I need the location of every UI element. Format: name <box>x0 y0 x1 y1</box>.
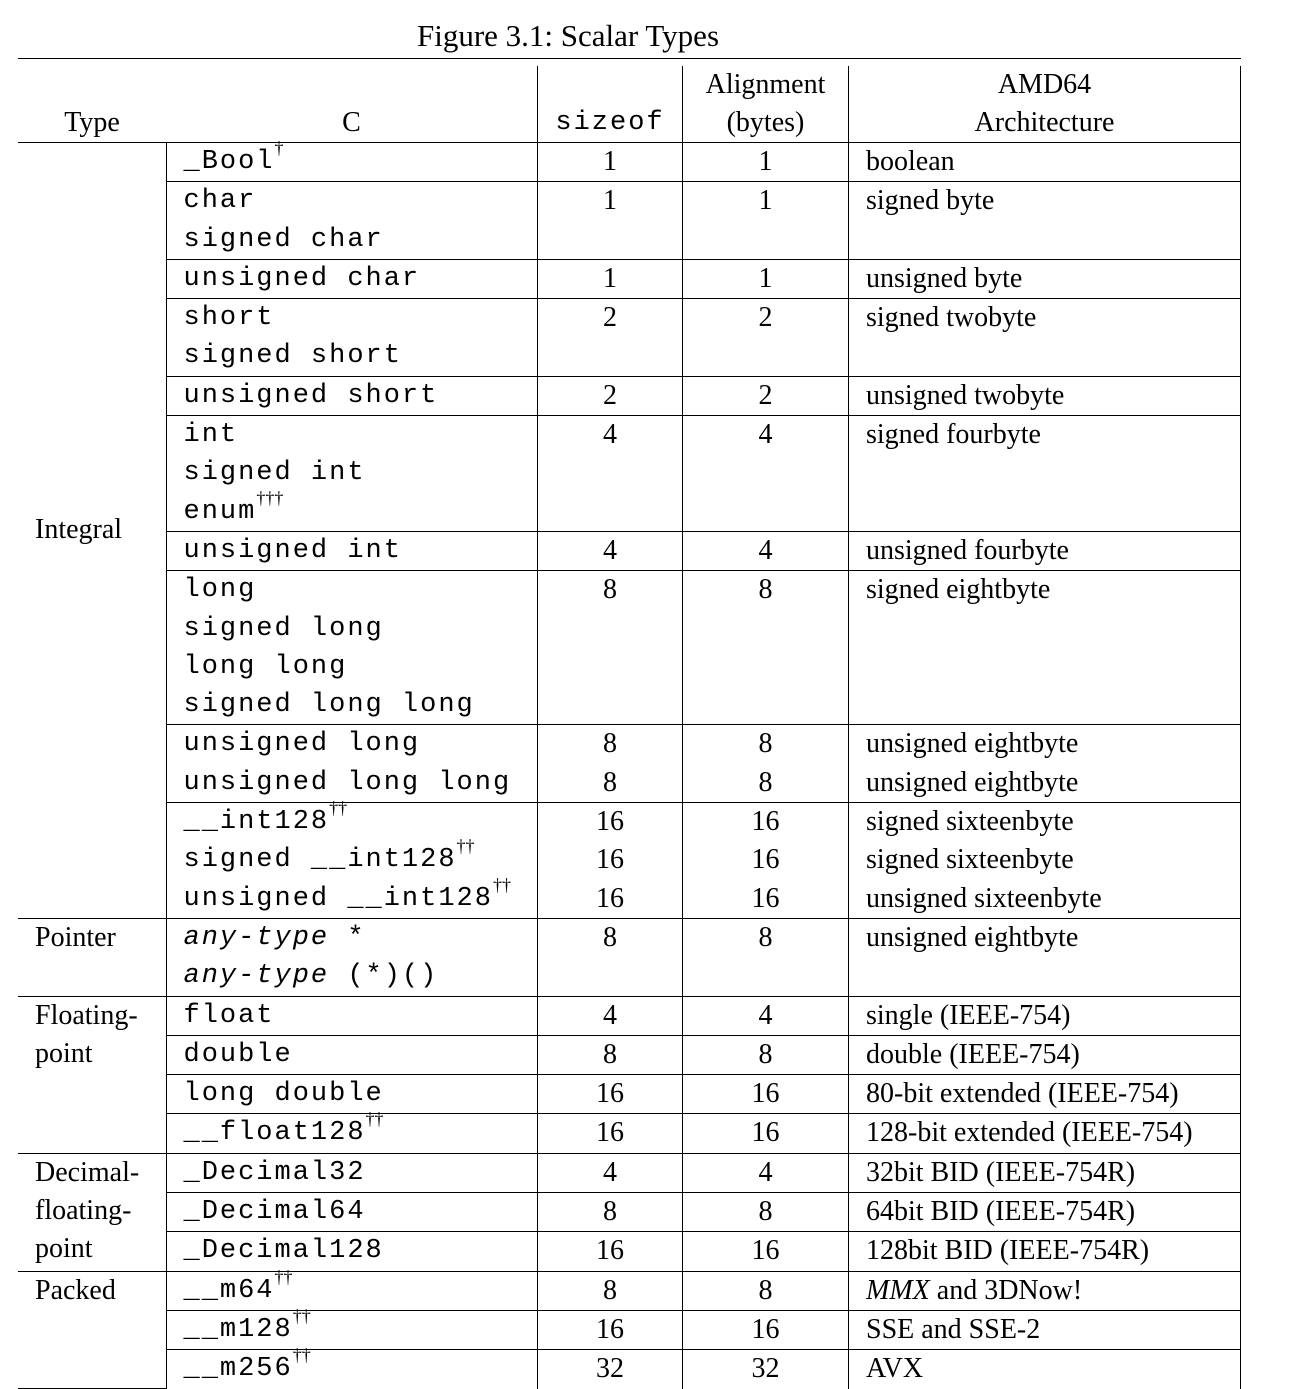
alignment-cell <box>683 1114 849 1153</box>
sizeof-cell <box>538 1310 683 1349</box>
sizeof-cell <box>538 1271 683 1310</box>
architecture-italic: MMX <box>866 1274 930 1306</box>
architecture-cell <box>849 143 1241 182</box>
type-label: Pointer <box>35 921 116 953</box>
c-type-text: _Decimal128 <box>183 1236 384 1267</box>
c-type-text: signed long <box>183 613 384 644</box>
alignment-value: 16 <box>751 806 780 838</box>
c-type-cell <box>166 918 538 996</box>
c-type-name <box>167 648 538 686</box>
architecture-cell <box>849 531 1241 570</box>
sizeof-cell <box>538 918 683 996</box>
c-type-cell <box>166 1345 538 1389</box>
alignment-cell <box>683 1310 849 1349</box>
alignment-value: 2 <box>758 379 773 411</box>
alignment-value: 2 <box>758 302 773 334</box>
c-type-cell <box>166 376 538 415</box>
alignment-value: 1 <box>758 185 773 217</box>
table-row <box>18 1232 1241 1271</box>
table-row <box>18 376 1241 415</box>
architecture-cell <box>849 1271 1241 1310</box>
alignment-cell <box>683 803 849 919</box>
type-cell <box>18 996 166 1153</box>
c-type-cell <box>166 299 538 377</box>
c-type-text: unsigned short <box>183 380 439 411</box>
sizeof-cell <box>538 725 683 803</box>
alignment-cell <box>683 531 849 570</box>
sizeof-value: 16 <box>596 806 624 838</box>
c-type-name <box>167 1109 538 1152</box>
sizeof-value: 8 <box>603 921 617 953</box>
alignment-cell <box>683 1271 849 1310</box>
c-type-rest: * <box>329 922 366 953</box>
c-type-name <box>167 260 538 298</box>
type-cell <box>18 1153 166 1271</box>
architecture-cell <box>849 725 1241 803</box>
c-type-name <box>167 957 538 995</box>
sizeof-cell <box>538 1350 683 1389</box>
type-label: Packed <box>35 1274 116 1306</box>
architecture-value: unsigned sixteenbyte <box>866 882 1102 914</box>
type-label: Integral <box>35 514 123 546</box>
c-type-cell <box>166 1193 538 1232</box>
c-type-text: short <box>183 303 275 334</box>
c-type-cell <box>166 1305 538 1349</box>
alignment-value: 16 <box>751 1313 780 1345</box>
table-row <box>18 416 1241 532</box>
architecture-value: signed fourbyte <box>866 419 1041 451</box>
c-type-name <box>167 1154 538 1192</box>
architecture-value: single (IEEE-754) <box>866 999 1071 1031</box>
footnote-dagger: †† <box>292 1345 311 1366</box>
architecture-cell <box>849 1310 1241 1349</box>
alignment-value: 16 <box>751 882 780 914</box>
sizeof-value: 32 <box>596 1353 624 1385</box>
table-row <box>18 725 1241 803</box>
c-type-cell <box>166 182 538 260</box>
c-type-name <box>167 874 538 918</box>
c-type-text: __int128 <box>183 807 330 838</box>
architecture-rest: and 3DNow! <box>929 1274 1083 1306</box>
type-label: Decimal- <box>35 1156 140 1188</box>
c-type-name <box>167 798 538 841</box>
alignment-value: 8 <box>758 1274 773 1306</box>
sizeof-value: 16 <box>596 844 624 876</box>
c-type-text: __float128 <box>183 1118 366 1149</box>
alignment-value: 8 <box>758 1196 773 1228</box>
c-type-name <box>167 532 538 570</box>
sizeof-value: 2 <box>603 302 617 334</box>
c-type-text: signed char <box>183 224 384 255</box>
c-type-italic: any-type <box>183 961 330 992</box>
sizeof-value: 16 <box>596 1117 624 1149</box>
table-row <box>18 1310 1241 1349</box>
top-rule <box>18 58 1241 59</box>
header-alignment-line: (bytes) <box>726 107 805 138</box>
architecture-value: 32bit BID (IEEE-754R) <box>866 1156 1136 1188</box>
sizeof-value: 8 <box>603 766 617 798</box>
sizeof-value: 1 <box>603 146 617 177</box>
sizeof-value: 4 <box>603 1156 617 1188</box>
footnote-dagger: †† <box>292 1305 311 1326</box>
header-alignment-line: Alignment <box>705 69 826 100</box>
architecture-value: unsigned byte <box>866 262 1023 294</box>
table-row <box>18 571 1241 725</box>
alignment-value: 1 <box>758 262 773 294</box>
c-type-name <box>167 686 538 724</box>
sizeof-cell <box>538 1193 683 1232</box>
footnote-dagger: †† <box>492 874 511 895</box>
alignment-value: 16 <box>751 1078 780 1110</box>
type-label: point <box>35 1037 93 1069</box>
architecture-value: SSE and SSE-2 <box>866 1313 1041 1345</box>
c-type-rest: (*)() <box>329 961 439 992</box>
sizeof-value: 16 <box>596 1235 624 1267</box>
architecture-value: 80-bit extended (IEEE-754) <box>866 1078 1179 1110</box>
sizeof-cell <box>538 531 683 570</box>
c-type-cell <box>166 1109 538 1153</box>
architecture-cell <box>849 571 1241 725</box>
table-body <box>18 66 1241 1389</box>
c-type-cell <box>166 1266 538 1310</box>
footnote-dagger: †† <box>329 798 348 819</box>
c-type-cell <box>166 1153 538 1192</box>
sizeof-cell <box>538 1232 683 1271</box>
alignment-value: 8 <box>758 574 773 606</box>
table-row <box>18 182 1241 260</box>
type-label: Floating- <box>35 999 138 1031</box>
c-type-name <box>167 182 538 220</box>
sizeof-cell <box>538 416 683 532</box>
architecture-cell <box>849 996 1241 1035</box>
alignment-value: 4 <box>758 1156 773 1188</box>
c-type-text: _Decimal64 <box>183 1197 366 1228</box>
c-type-text: signed int <box>183 458 366 489</box>
c-type-name <box>167 138 538 181</box>
c-type-name <box>167 377 538 415</box>
c-type-name <box>167 1266 538 1310</box>
architecture-cell <box>849 918 1241 996</box>
alignment-value: 4 <box>758 999 773 1031</box>
alignment-cell <box>683 1193 849 1232</box>
sizeof-value: 8 <box>603 728 617 760</box>
c-type-name <box>167 571 538 609</box>
architecture-value: signed sixteenbyte <box>866 844 1074 876</box>
c-type-cell <box>166 138 538 182</box>
alignment-cell <box>683 725 849 803</box>
footnote-dagger: †† <box>456 836 475 857</box>
c-type-text: long <box>183 575 257 606</box>
architecture-cell <box>849 1075 1241 1114</box>
sizeof-cell <box>538 1075 683 1114</box>
c-type-name <box>167 1232 538 1270</box>
c-type-text: _Decimal32 <box>183 1157 366 1188</box>
alignment-value: 8 <box>758 1038 773 1070</box>
sizeof-value: 16 <box>596 1313 624 1345</box>
sizeof-value: 8 <box>603 574 617 606</box>
alignment-cell <box>683 376 849 415</box>
alignment-cell <box>683 996 849 1035</box>
c-type-text: long double <box>183 1079 384 1110</box>
c-type-cell <box>166 1075 538 1114</box>
architecture-value: unsigned fourbyte <box>866 534 1069 566</box>
sizeof-cell <box>538 571 683 725</box>
alignment-cell <box>683 1035 849 1074</box>
header-c: C <box>166 66 538 143</box>
c-type-name <box>167 337 538 375</box>
table-row <box>18 996 1241 1035</box>
table-row <box>18 918 1241 996</box>
c-type-name <box>167 836 538 879</box>
header-row <box>18 66 1241 143</box>
type-label: floating- <box>35 1195 132 1227</box>
c-type-text: unsigned char <box>183 263 421 294</box>
c-type-cell <box>166 571 538 725</box>
sizeof-value: 16 <box>596 1078 624 1110</box>
architecture-value: 128-bit extended (IEEE-754) <box>866 1117 1193 1149</box>
sizeof-value: 8 <box>603 1196 617 1228</box>
sizeof-value: 1 <box>603 262 617 294</box>
architecture-value: unsigned eightbyte <box>866 766 1079 798</box>
table-row <box>18 259 1241 298</box>
alignment-value: 4 <box>758 419 773 451</box>
c-type-text: float <box>183 1000 275 1031</box>
c-type-name <box>167 1305 538 1349</box>
c-type-name <box>167 1345 538 1388</box>
c-type-text: _Bool <box>183 147 275 177</box>
sizeof-cell <box>538 803 683 919</box>
sizeof-value: 8 <box>603 1038 617 1070</box>
c-type-text: __m64 <box>183 1275 275 1306</box>
architecture-cell <box>849 1232 1241 1271</box>
table-row <box>18 1035 1241 1074</box>
c-type-text: char <box>183 186 257 217</box>
sizeof-cell <box>538 299 683 377</box>
alignment-value: 8 <box>758 921 773 953</box>
c-type-name <box>167 299 538 337</box>
alignment-cell <box>683 1232 849 1271</box>
table-row <box>18 143 1241 182</box>
c-type-name <box>167 454 538 492</box>
header-architecture <box>849 66 1241 143</box>
header-sizeof-label: sizeof <box>555 108 665 138</box>
c-type-text: unsigned long <box>183 729 421 760</box>
c-type-text: signed long long <box>183 690 475 721</box>
c-type-cell <box>166 1232 538 1271</box>
sizeof-cell <box>538 143 683 182</box>
c-type-text: long long <box>183 651 348 682</box>
c-type-text: __m128 <box>183 1314 293 1345</box>
sizeof-value: 4 <box>603 999 617 1031</box>
architecture-value: double (IEEE-754) <box>866 1038 1080 1070</box>
c-type-text: double <box>183 1039 293 1070</box>
c-type-name <box>167 416 538 454</box>
c-type-name <box>167 725 538 763</box>
footnote-dagger: †† <box>274 1266 293 1287</box>
table-row <box>18 1193 1241 1232</box>
sizeof-cell <box>538 259 683 298</box>
architecture-cell <box>849 1193 1241 1232</box>
architecture-cell <box>849 299 1241 377</box>
c-type-name <box>167 1193 538 1231</box>
architecture-cell <box>849 1350 1241 1389</box>
architecture-cell <box>849 1153 1241 1192</box>
architecture-cell <box>849 416 1241 532</box>
sizeof-value: 16 <box>596 882 624 914</box>
architecture-cell <box>849 376 1241 415</box>
alignment-cell <box>683 1350 849 1389</box>
type-cell <box>18 1271 166 1388</box>
type-label: point <box>35 1233 93 1265</box>
alignment-cell <box>683 1153 849 1192</box>
architecture-value: AVX <box>866 1353 924 1385</box>
architecture-value: unsigned twobyte <box>866 379 1065 411</box>
architecture-cell <box>849 1114 1241 1153</box>
architecture-value: unsigned eightbyte <box>866 921 1079 953</box>
architecture-value: signed byte <box>866 185 995 217</box>
header-sizeof <box>538 66 683 143</box>
architecture-cell <box>849 182 1241 260</box>
architecture-value: unsigned eightbyte <box>866 728 1079 760</box>
c-type-text: int <box>183 420 239 451</box>
architecture-cell <box>849 259 1241 298</box>
c-type-cell <box>166 996 538 1035</box>
c-type-name <box>167 487 538 531</box>
sizeof-value: 4 <box>603 419 617 451</box>
architecture-cell <box>849 803 1241 919</box>
c-type-name <box>167 1036 538 1074</box>
alignment-cell <box>683 416 849 532</box>
table-row <box>18 1350 1241 1389</box>
alignment-cell <box>683 918 849 996</box>
alignment-value: 32 <box>751 1353 780 1385</box>
c-type-cell <box>166 1035 538 1074</box>
c-type-italic: any-type <box>183 922 330 953</box>
table-row <box>18 1271 1241 1310</box>
table-row <box>18 803 1241 919</box>
table-row <box>18 1114 1241 1153</box>
type-cell <box>18 143 166 919</box>
header-alignment <box>683 66 849 143</box>
sizeof-cell <box>538 1035 683 1074</box>
c-type-text: unsigned long long <box>183 767 512 798</box>
alignment-cell <box>683 1075 849 1114</box>
sizeof-cell <box>538 1114 683 1153</box>
architecture-value: 128bit BID (IEEE-754R) <box>866 1235 1150 1267</box>
sizeof-value: 4 <box>603 534 617 566</box>
c-type-name <box>167 221 538 259</box>
c-type-name <box>167 919 538 957</box>
type-cell <box>18 918 166 996</box>
alignment-value: 1 <box>758 146 773 177</box>
alignment-cell <box>683 299 849 377</box>
header-architecture-line: AMD64 <box>997 69 1092 100</box>
footnote-dagger: † <box>274 138 284 158</box>
architecture-value: signed sixteenbyte <box>866 806 1074 838</box>
footnote-dagger: ††† <box>256 487 284 508</box>
alignment-cell <box>683 259 849 298</box>
architecture-value: 64bit BID (IEEE-754R) <box>866 1196 1136 1228</box>
architecture-value: boolean <box>866 146 955 177</box>
alignment-value: 8 <box>758 766 773 798</box>
architecture-value: signed twobyte <box>866 302 1037 334</box>
sizeof-cell <box>538 996 683 1035</box>
sizeof-cell <box>538 182 683 260</box>
alignment-cell <box>683 143 849 182</box>
footnote-dagger: †† <box>365 1109 384 1130</box>
alignment-value: 4 <box>758 534 773 566</box>
architecture-value <box>849 1272 1240 1310</box>
c-type-name <box>167 997 538 1035</box>
c-type-text: unsigned __int128 <box>183 883 493 914</box>
sizeof-value: 1 <box>603 185 617 217</box>
alignment-cell <box>683 182 849 260</box>
c-type-cell <box>166 531 538 570</box>
sizeof-value: 2 <box>603 379 617 411</box>
alignment-value: 8 <box>758 728 773 760</box>
c-type-name <box>167 1075 538 1113</box>
table-row <box>18 531 1241 570</box>
architecture-value: signed eightbyte <box>866 574 1051 606</box>
c-type-text: enum <box>183 496 257 527</box>
c-type-cell <box>166 798 538 919</box>
alignment-value: 16 <box>751 1117 780 1149</box>
figure-caption: Figure 3.1: Scalar Types <box>416 18 720 53</box>
c-type-text: signed short <box>183 341 402 372</box>
c-type-cell <box>166 416 538 532</box>
table-row <box>18 299 1241 377</box>
c-type-text: __m256 <box>183 1354 293 1385</box>
c-type-text: unsigned int <box>183 535 402 566</box>
c-type-name <box>167 764 538 802</box>
architecture-cell <box>849 1035 1241 1074</box>
scalar-types-table <box>18 66 1241 1389</box>
c-type-text: signed __int128 <box>183 845 457 876</box>
c-type-name <box>167 610 538 648</box>
table-row <box>18 1075 1241 1114</box>
sizeof-cell <box>538 376 683 415</box>
alignment-value: 16 <box>751 844 780 876</box>
alignment-cell <box>683 571 849 725</box>
header-architecture-line: Architecture <box>974 107 1115 138</box>
sizeof-value: 8 <box>603 1274 617 1306</box>
table-row <box>18 1153 1241 1192</box>
alignment-value: 16 <box>751 1235 780 1267</box>
header-type: Type <box>18 66 166 143</box>
c-type-cell <box>166 259 538 298</box>
c-type-cell <box>166 725 538 803</box>
sizeof-cell <box>538 1153 683 1192</box>
